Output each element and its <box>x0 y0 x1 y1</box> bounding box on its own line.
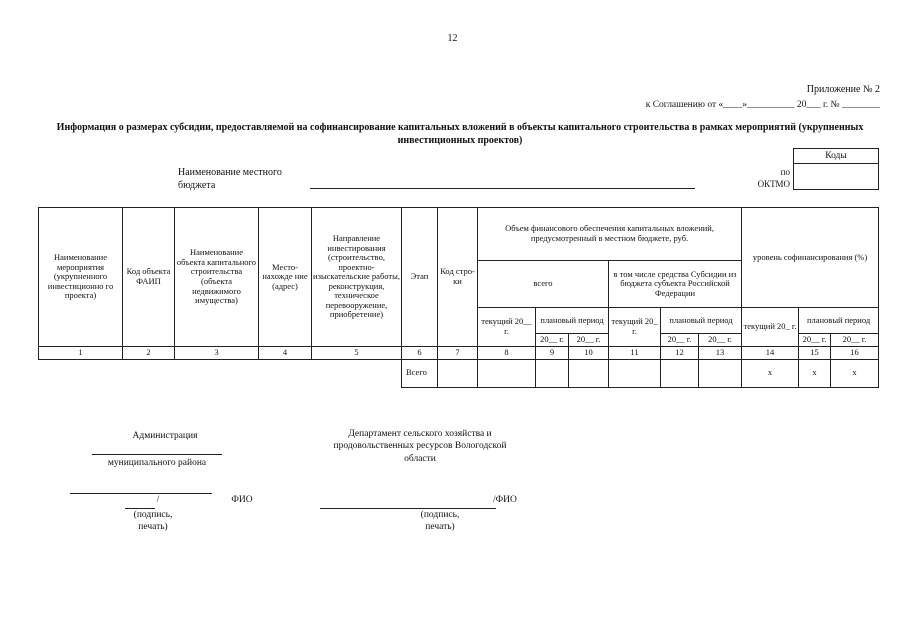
column-number: 7 <box>438 347 478 360</box>
oktmo-label-po: по <box>780 167 790 177</box>
codes-box <box>793 148 879 190</box>
col-header-year: 20__ г. <box>831 334 879 347</box>
column-number: 15 <box>799 347 831 360</box>
total-level-x: х <box>831 359 879 387</box>
document-title: Информация о размерах субсидии, предоставляемой на софинансирование капитальных вложений в объекты капитального строительства в рамках мероприятий (укрупненных инвестиционных проектов) <box>56 122 864 146</box>
col-header-current-level: текущий 20_ г. <box>742 308 799 347</box>
col-header-total: всего <box>478 261 609 308</box>
left-signature-slash: / <box>156 495 160 505</box>
budget-name-line[interactable] <box>310 188 695 189</box>
column-number: 10 <box>569 347 609 360</box>
right-sign-note: (подпись, печать) <box>420 510 460 533</box>
left-fio-label: ФИО <box>231 495 253 505</box>
column-number: 3 <box>175 347 259 360</box>
codes-label: Коды <box>794 149 878 164</box>
column-number: 9 <box>536 347 569 360</box>
budget-label <box>178 167 282 192</box>
column-numbers-row <box>39 347 879 360</box>
total-cell[interactable] <box>569 359 609 387</box>
left-signature-line[interactable] <box>70 493 212 494</box>
col-header-location: Место-нахожде ние (адрес) <box>259 208 312 347</box>
col-header-year: 20__ г. <box>661 334 699 347</box>
left-org-line-2: муниципального района <box>107 458 207 468</box>
column-number: 4 <box>259 347 312 360</box>
blank-cell <box>312 359 402 387</box>
column-number: 13 <box>699 347 742 360</box>
total-row <box>39 359 879 387</box>
oktmo-label <box>742 167 790 190</box>
right-org: Департамент сельского хозяйства и продовольственных ресурсов Вологодской области <box>333 429 507 464</box>
left-org-line-1: Администрация <box>132 431 198 441</box>
col-header-year: 20__ г. <box>569 334 609 347</box>
total-cell[interactable] <box>699 359 742 387</box>
col-header-year: 20__ г. <box>536 334 569 347</box>
col-header-row-code: Код стро-ки <box>438 208 478 347</box>
left-sign-note: (подпись, печать) <box>133 510 173 533</box>
col-header-stage: Этап <box>402 208 438 347</box>
column-number: 8 <box>478 347 536 360</box>
col-header-level: уровень софинансирования (%) <box>742 208 879 308</box>
left-org-underline[interactable] <box>92 454 222 455</box>
appendix-agreement-line: к Соглашению от «____»__________ 20___ г. № ________ <box>645 100 880 110</box>
column-number: 5 <box>312 347 402 360</box>
col-header-plan-total: плановый период <box>536 308 609 334</box>
col-header-incl-subsidy: в том числе средства Субсидии из бюджета субъекта Российской Федерации <box>609 261 742 308</box>
col-header-plan-subsidy: плановый период <box>661 308 742 334</box>
oktmo-label-oktmo: ОКТМО <box>757 178 790 189</box>
column-number: 16 <box>831 347 879 360</box>
column-number: 2 <box>123 347 175 360</box>
col-header-direction: Направление инвестирования (строительство, проектно-изыскательские работы, реконструкция, техническое перевооружение, приобретение) <box>312 208 402 347</box>
blank-cell <box>175 359 259 387</box>
budget-label-line-1: Наименование местного <box>178 167 282 178</box>
blank-cell <box>259 359 312 387</box>
column-number: 14 <box>742 347 799 360</box>
total-level-x: х <box>742 359 799 387</box>
header-row-1 <box>39 208 879 261</box>
column-number: 6 <box>402 347 438 360</box>
column-number: 1 <box>39 347 123 360</box>
col-header-faip-code: Код объекта ФАИП <box>123 208 175 347</box>
total-cell[interactable] <box>609 359 661 387</box>
total-cell[interactable] <box>536 359 569 387</box>
col-header-plan-level: плановый период <box>799 308 879 334</box>
budget-label-line-2: бюджета <box>178 179 216 191</box>
blank-cell <box>39 359 123 387</box>
col-header-current-total: текущий 20__ г. <box>478 308 536 347</box>
col-header-object: Наименование объекта капитального строительства (объекта недвижимого имущества) <box>175 208 259 347</box>
page-number: 12 <box>447 33 458 44</box>
subsidy-table <box>38 207 879 388</box>
col-header-year: 20__ г. <box>699 334 742 347</box>
total-cell[interactable] <box>478 359 536 387</box>
col-header-year: 20__ г. <box>799 334 831 347</box>
total-cell[interactable] <box>438 359 478 387</box>
col-header-volume: Объем финансового обеспечения капитальных вложений, предусмотренный в местном бюджете, руб. <box>478 208 742 261</box>
total-cell[interactable] <box>661 359 699 387</box>
total-row-label: Всего <box>402 359 438 387</box>
col-header-event: Наименование мероприятия (укрупненного инвестиционно го проекта) <box>39 208 123 347</box>
oktmo-code-cell[interactable] <box>794 164 878 189</box>
col-header-current-subsidy: текущий 20_ г. <box>609 308 661 347</box>
blank-cell <box>123 359 175 387</box>
total-level-x: х <box>799 359 831 387</box>
column-number: 12 <box>661 347 699 360</box>
column-number: 11 <box>609 347 661 360</box>
right-fio-label: /ФИО <box>493 495 517 505</box>
appendix-title: Приложение № 2 <box>806 84 880 95</box>
